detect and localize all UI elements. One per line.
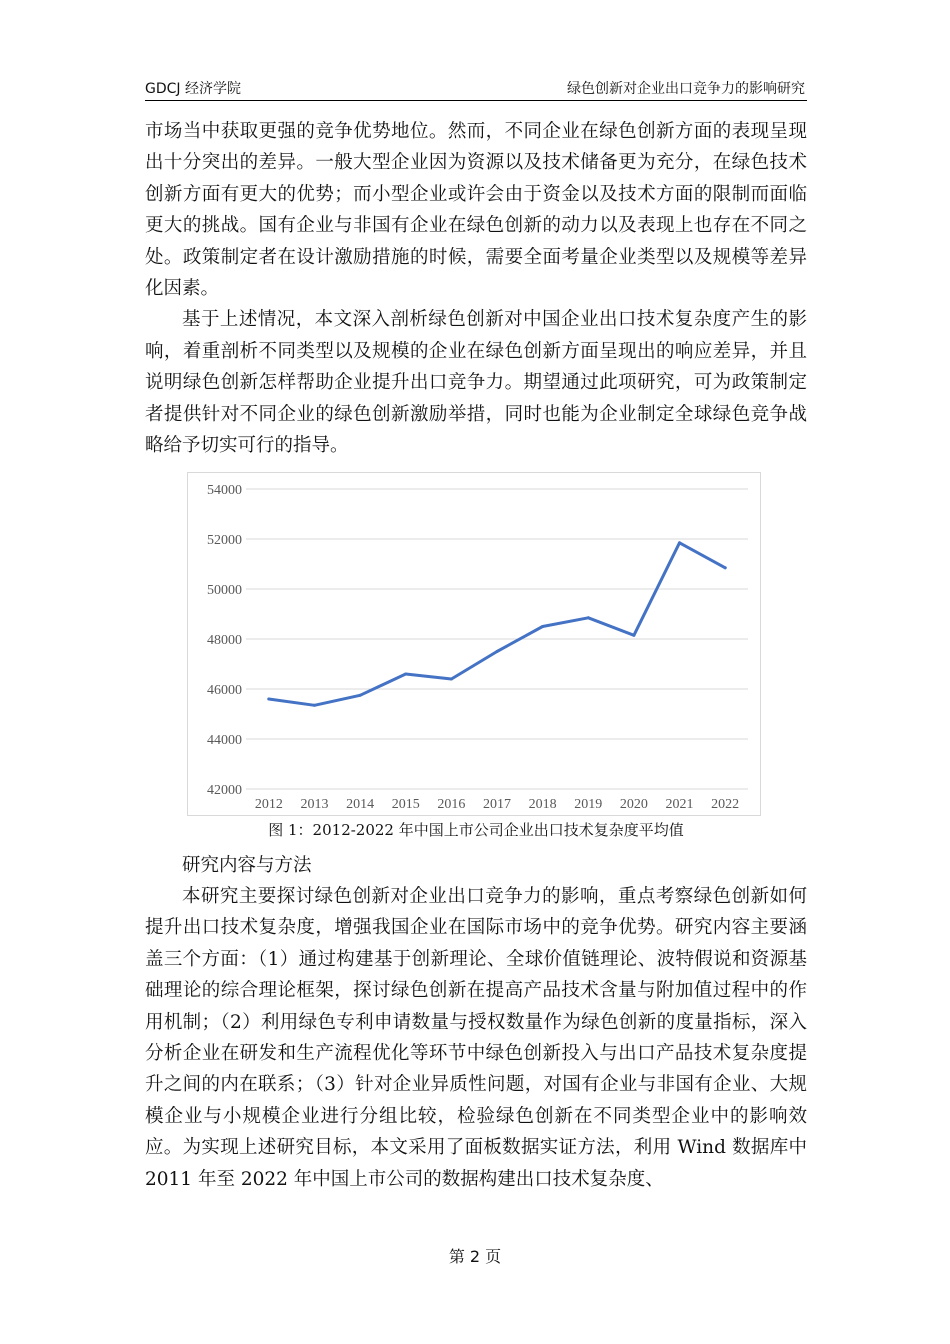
x-tick-label: 2012 — [254, 797, 283, 812]
x-tick-label: 2013 — [300, 797, 329, 812]
data-point — [267, 698, 270, 701]
chart-frame — [187, 472, 761, 816]
data-point — [404, 673, 407, 676]
y-tick-label: 54000 — [207, 483, 242, 498]
header-left: GDCJ 经济学院 — [145, 81, 241, 97]
y-tick-label: 48000 — [207, 633, 242, 648]
x-tick-label: 2014 — [346, 797, 375, 812]
x-tick-label: 2016 — [437, 797, 466, 812]
x-tick-label: 2021 — [665, 797, 694, 812]
data-point — [541, 625, 544, 628]
x-tick-label: 2015 — [391, 797, 420, 812]
paragraph-2: 基于上述情况，本文深入剖析绿色创新对中国企业出口技术复杂度产生的影响，着重剖析不同类型以及规模的企业在绿色创新方面呈现出的响应差异，并且说明绿色创新怎样帮助企业提升出口竞争力。期望通过此项研究，可为政策制定者提供针对不同企业的绿色创新激励举措，同时也能为企业制定全球绿色竞争战略给予切实可行的指导。 — [145, 309, 807, 457]
data-point — [450, 678, 453, 681]
paragraph-1: 市场当中获取更强的竞争优势地位。然而，不同企业在绿色创新方面的表现呈现出十分突出的差异。一般大型企业因为资源以及技术储备更为充分，在绿色技术创新方面有更大的优势；而小型企业或许会由于资金以及技术方面的限制而面临更大的挑战。国有企业与非国有企业在绿色创新的动力以及表现上也存在不同之处。政策制定者在设计激励措施的时候，需要全面考量企业类型以及规模等差异化因素。 — [145, 121, 807, 300]
data-point — [359, 694, 362, 697]
data-point — [724, 566, 727, 569]
section-heading: 研究内容与方法 — [182, 855, 312, 876]
y-tick-label: 42000 — [207, 783, 242, 798]
text-block-bottom — [145, 881, 807, 1195]
figure-caption: 图 1：2012-2022 年中国上市公司企业出口技术复杂度平均值 — [268, 821, 684, 839]
y-tick-label: 44000 — [207, 733, 242, 748]
x-tick-label: 2019 — [574, 797, 603, 812]
data-point — [496, 650, 499, 653]
page-number: 第 2 页 — [448, 1247, 502, 1266]
x-tick-label: 2020 — [619, 797, 648, 812]
line-chart — [188, 473, 760, 815]
paragraph-3: 本研究主要探讨绿色创新对企业出口竞争力的影响，重点考察绿色创新如何提升出口技术复杂度，增强我国企业在国际市场中的竞争优势。研究内容主要涵盖三个方面：（1）通过构建基于创新理论、全球价值链理论、波特假说和资源基础理论的综合理论框架，探讨绿色创新在提高产品技术含量与附加值过程中的作用机制；（2）利用绿色专利申请数量与授权数量作为绿色创新的度量指标，深入分析企业在研发和生产流程优化等环节中绿色创新投入与出口产品技术复杂度提升之间的内在联系；（3）针对企业异质性问题，对国有企业与非国有企业、大规模企业与小规模企业进行分组比较，检验绿色创新在不同类型企业中的影响效应。为实现上述研究目标，本文采用了面板数据实证方法，利用 Wind 数据库中 2011 年至 2022 年中国上市公司的数据构建出口技术复杂度、 — [145, 886, 807, 1190]
y-tick-label: 50000 — [207, 583, 242, 598]
y-tick-label: 46000 — [207, 683, 242, 698]
series-line — [269, 543, 725, 706]
text-block-top — [145, 116, 807, 461]
x-tick-label: 2022 — [711, 797, 740, 812]
y-tick-label: 52000 — [207, 533, 242, 548]
data-point — [632, 634, 635, 637]
x-tick-label: 2018 — [528, 797, 557, 812]
header-rule — [145, 100, 807, 101]
data-point — [678, 541, 681, 544]
data-point — [313, 704, 316, 707]
data-point — [587, 616, 590, 619]
header-right: 绿色创新对企业出口竞争力的影响研究 — [567, 81, 805, 97]
x-tick-label: 2017 — [483, 797, 511, 812]
